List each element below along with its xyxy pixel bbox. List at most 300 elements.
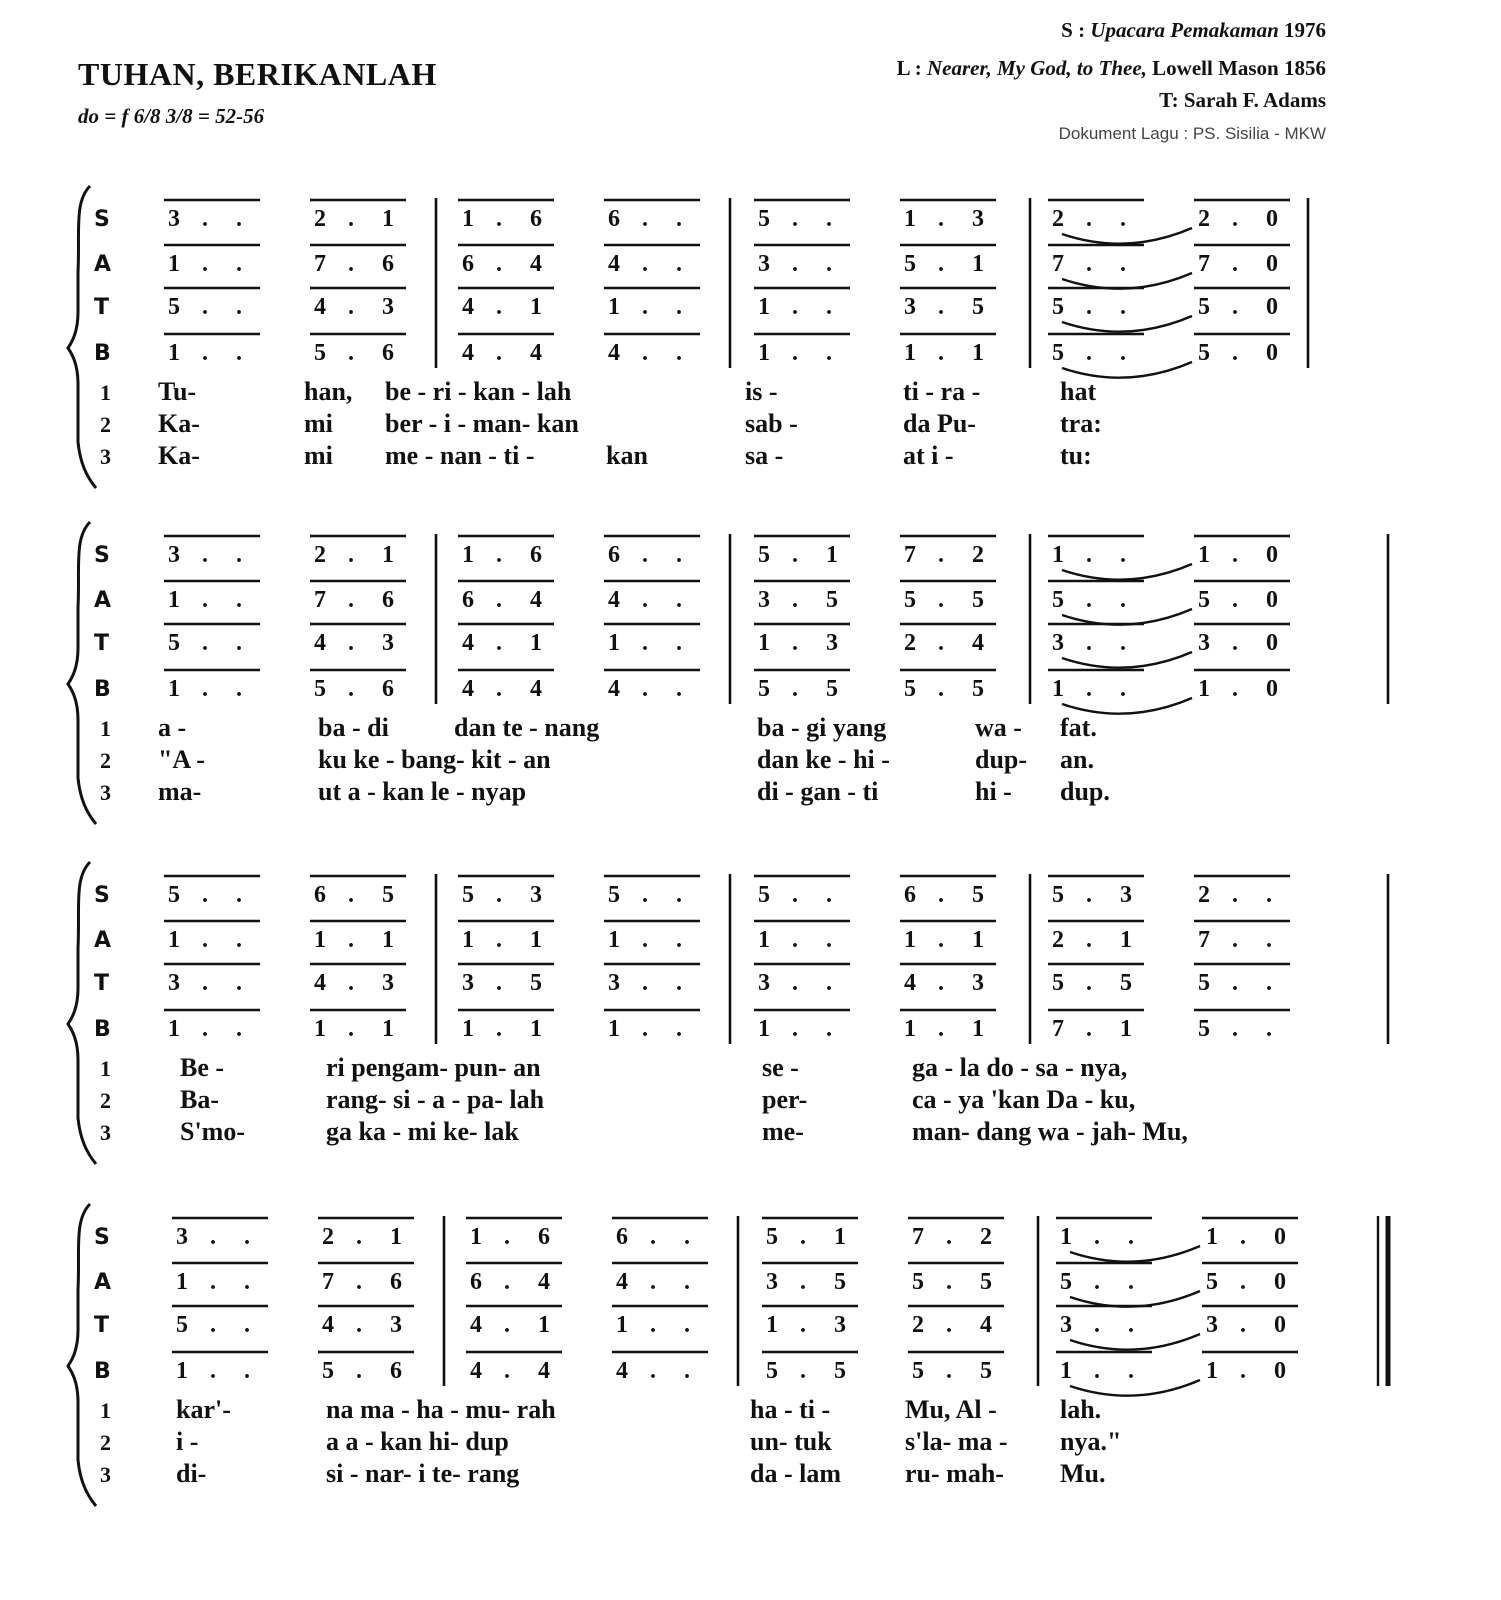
- voice-label-a: A: [94, 588, 112, 613]
- rest-dot: .: [1086, 882, 1092, 908]
- rest-dot: .: [348, 970, 354, 996]
- lyric-syllable: ha - ti -: [750, 1395, 831, 1424]
- rest-dot: .: [826, 340, 832, 366]
- note-number: 3: [1060, 1312, 1072, 1338]
- text-credit: T: Sarah F. Adams: [1159, 88, 1326, 112]
- verse-number: 3: [100, 1120, 111, 1145]
- note-number: 5: [972, 676, 984, 702]
- rest-dot: .: [938, 587, 944, 613]
- voice-label-a: A: [94, 928, 112, 953]
- note-number: 1: [758, 630, 770, 656]
- lyric-syllable: da Pu-: [903, 409, 976, 438]
- rest-dot: .: [202, 882, 208, 908]
- rest-dot: .: [676, 294, 682, 320]
- tie-arc: [1070, 1246, 1200, 1262]
- verse-number: 2: [100, 1088, 111, 1113]
- tie-arc: [1062, 273, 1192, 289]
- note-number: 1: [470, 1224, 482, 1250]
- note-number: 5: [766, 1224, 778, 1250]
- rest-dot: .: [1232, 294, 1238, 320]
- lyric-syllable: sab -: [745, 409, 798, 438]
- note-number: 3: [608, 970, 620, 996]
- note-number: 3: [382, 294, 394, 320]
- note-number: 0: [1266, 294, 1278, 320]
- lyric-syllable: na ma - ha - mu- rah: [326, 1395, 556, 1424]
- rest-dot: .: [1232, 882, 1238, 908]
- rest-dot: .: [236, 882, 242, 908]
- rest-dot: .: [244, 1224, 250, 1250]
- rest-dot: .: [642, 294, 648, 320]
- rest-dot: .: [202, 970, 208, 996]
- rest-dot: .: [800, 1358, 806, 1384]
- rest-dot: .: [1086, 340, 1092, 366]
- note-number: 2: [1198, 882, 1210, 908]
- lyric-syllable: ga ka - mi ke- lak: [326, 1117, 519, 1146]
- voice-label-s: S: [94, 207, 110, 232]
- rest-dot: .: [496, 1016, 502, 1042]
- rest-dot: .: [938, 676, 944, 702]
- rest-dot: .: [356, 1312, 362, 1338]
- lyric-syllable: a -: [158, 713, 187, 742]
- system-brace: [68, 186, 96, 488]
- note-number: 5: [1206, 1269, 1218, 1295]
- rest-dot: .: [496, 251, 502, 277]
- note-number: 6: [616, 1224, 628, 1250]
- lyric-syllable: ti - ra -: [903, 377, 981, 406]
- rest-dot: .: [1232, 251, 1238, 277]
- note-number: 1: [766, 1312, 778, 1338]
- note-number: 4: [616, 1358, 628, 1384]
- note-number: 5: [1052, 882, 1064, 908]
- note-number: 4: [462, 294, 474, 320]
- note-number: 5: [758, 542, 770, 568]
- note-number: 5: [972, 587, 984, 613]
- rest-dot: .: [496, 927, 502, 953]
- rest-dot: .: [938, 882, 944, 908]
- note-number: 1: [904, 340, 916, 366]
- rest-dot: .: [684, 1358, 690, 1384]
- rest-dot: .: [1232, 1016, 1238, 1042]
- note-number: 1: [608, 1016, 620, 1042]
- note-number: 5: [382, 882, 394, 908]
- note-number: 5: [1052, 970, 1064, 996]
- lyric-syllable: di - gan - ti: [757, 777, 879, 806]
- note-number: 4: [470, 1312, 482, 1338]
- note-number: 7: [904, 542, 916, 568]
- rest-dot: .: [1086, 542, 1092, 568]
- note-number: 5: [834, 1269, 846, 1295]
- note-number: 1: [758, 340, 770, 366]
- rest-dot: .: [792, 294, 798, 320]
- rest-dot: .: [826, 882, 832, 908]
- rest-dot: .: [792, 1016, 798, 1042]
- lyric-syllable: Tu-: [158, 377, 197, 406]
- rest-dot: .: [800, 1224, 806, 1250]
- lyric-syllable: per-: [762, 1085, 808, 1114]
- note-number: 5: [1052, 294, 1064, 320]
- note-number: 1: [758, 1016, 770, 1042]
- note-number: 6: [390, 1358, 402, 1384]
- rest-dot: .: [676, 542, 682, 568]
- rest-dot: .: [348, 676, 354, 702]
- rest-dot: .: [1086, 630, 1092, 656]
- note-number: 1: [1120, 927, 1132, 953]
- rest-dot: .: [642, 676, 648, 702]
- note-number: 4: [462, 630, 474, 656]
- rest-dot: .: [1232, 542, 1238, 568]
- rest-dot: .: [826, 970, 832, 996]
- note-number: 6: [390, 1269, 402, 1295]
- rest-dot: .: [1266, 970, 1272, 996]
- note-number: 3: [530, 882, 542, 908]
- note-number: 1: [462, 542, 474, 568]
- tie-arc: [1062, 362, 1192, 378]
- rest-dot: .: [1232, 970, 1238, 996]
- note-number: 6: [382, 340, 394, 366]
- note-number: 1: [608, 294, 620, 320]
- note-number: 5: [758, 206, 770, 232]
- rest-dot: .: [792, 676, 798, 702]
- rest-dot: .: [496, 676, 502, 702]
- note-number: 6: [462, 587, 474, 613]
- source-year: 1976: [1278, 18, 1326, 42]
- lyric-syllable: ma-: [158, 777, 202, 806]
- rest-dot: .: [684, 1269, 690, 1295]
- lyric-syllable: i -: [176, 1427, 199, 1456]
- rest-dot: .: [642, 1016, 648, 1042]
- rest-dot: .: [202, 340, 208, 366]
- rest-dot: .: [356, 1269, 362, 1295]
- note-number: 2: [904, 630, 916, 656]
- note-number: 3: [168, 206, 180, 232]
- note-number: 2: [1198, 206, 1210, 232]
- rest-dot: .: [642, 882, 648, 908]
- note-number: 0: [1266, 251, 1278, 277]
- note-number: 3: [1120, 882, 1132, 908]
- rest-dot: .: [504, 1224, 510, 1250]
- note-number: 1: [462, 206, 474, 232]
- note-number: 5: [1198, 587, 1210, 613]
- note-number: 6: [382, 251, 394, 277]
- note-number: 1: [168, 251, 180, 277]
- note-number: 3: [462, 970, 474, 996]
- rest-dot: .: [676, 251, 682, 277]
- rest-dot: .: [792, 882, 798, 908]
- note-number: 3: [834, 1312, 846, 1338]
- rest-dot: .: [202, 206, 208, 232]
- rest-dot: .: [1120, 340, 1126, 366]
- note-number: 0: [1266, 340, 1278, 366]
- rest-dot: .: [1240, 1224, 1246, 1250]
- rest-dot: .: [356, 1358, 362, 1384]
- note-number: 5: [980, 1358, 992, 1384]
- rest-dot: .: [946, 1224, 952, 1250]
- rest-dot: .: [826, 1016, 832, 1042]
- rest-dot: .: [800, 1312, 806, 1338]
- verse-number: 1: [100, 1398, 111, 1423]
- note-number: 2: [912, 1312, 924, 1338]
- note-number: 3: [758, 970, 770, 996]
- note-number: 6: [530, 206, 542, 232]
- note-number: 1: [382, 542, 394, 568]
- note-number: 1: [168, 340, 180, 366]
- note-number: 4: [530, 587, 542, 613]
- rest-dot: .: [210, 1269, 216, 1295]
- lyric-syllable: Be -: [180, 1053, 225, 1082]
- rest-dot: .: [1128, 1358, 1134, 1384]
- rest-dot: .: [236, 970, 242, 996]
- note-number: 1: [530, 1016, 542, 1042]
- lyric-syllable: at i -: [903, 441, 954, 470]
- rest-dot: .: [348, 882, 354, 908]
- rest-dot: .: [496, 294, 502, 320]
- rest-dot: .: [496, 542, 502, 568]
- rest-dot: .: [676, 1016, 682, 1042]
- lyric-syllable: man- dang wa - jah- Mu,: [912, 1117, 1188, 1146]
- note-number: 7: [912, 1224, 924, 1250]
- rest-dot: .: [792, 927, 798, 953]
- rest-dot: .: [348, 927, 354, 953]
- rest-dot: .: [348, 630, 354, 656]
- rest-dot: .: [1240, 1312, 1246, 1338]
- note-number: 4: [462, 676, 474, 702]
- lyric-syllable: dup-: [975, 745, 1028, 774]
- note-number: 5: [980, 1269, 992, 1295]
- note-number: 1: [972, 251, 984, 277]
- rest-dot: .: [684, 1312, 690, 1338]
- lyric-syllable: s'la- ma -: [905, 1427, 1008, 1456]
- rest-dot: .: [496, 970, 502, 996]
- note-number: 1: [1120, 1016, 1132, 1042]
- note-number: 3: [904, 294, 916, 320]
- lyric-syllable: di-: [176, 1459, 207, 1488]
- note-number: 5: [904, 676, 916, 702]
- note-number: 1: [1052, 676, 1064, 702]
- rest-dot: .: [1086, 587, 1092, 613]
- note-number: 5: [834, 1358, 846, 1384]
- lyric-syllable: ut a - kan le - nyap: [318, 777, 527, 806]
- note-number: 5: [608, 882, 620, 908]
- rest-dot: .: [1266, 927, 1272, 953]
- note-number: 4: [314, 630, 326, 656]
- rest-dot: .: [642, 251, 648, 277]
- note-number: 6: [462, 251, 474, 277]
- note-number: 3: [1198, 630, 1210, 656]
- rest-dot: .: [496, 587, 502, 613]
- rest-dot: .: [1086, 251, 1092, 277]
- note-number: 2: [1052, 206, 1064, 232]
- note-number: 1: [168, 587, 180, 613]
- tie-arc: [1070, 1334, 1200, 1350]
- note-number: 4: [462, 340, 474, 366]
- note-number: 5: [1198, 1016, 1210, 1042]
- rest-dot: .: [1232, 340, 1238, 366]
- rest-dot: .: [348, 340, 354, 366]
- song-title: TUHAN, BERIKANLAH: [78, 56, 437, 92]
- note-number: 1: [176, 1358, 188, 1384]
- note-number: 1: [1052, 542, 1064, 568]
- lyric-syllable: a a - kan hi- dup: [326, 1427, 509, 1456]
- rest-dot: .: [1232, 927, 1238, 953]
- rest-dot: .: [1232, 206, 1238, 232]
- voice-label-s: S: [94, 1225, 110, 1250]
- note-number: 0: [1274, 1312, 1286, 1338]
- rest-dot: .: [1086, 1016, 1092, 1042]
- note-number: 4: [972, 630, 984, 656]
- lyric-syllable: S'mo-: [180, 1117, 245, 1146]
- melody-value: Nearer, My God, to Thee,: [927, 56, 1147, 80]
- note-number: 1: [314, 1016, 326, 1042]
- rest-dot: .: [642, 927, 648, 953]
- note-number: 1: [390, 1224, 402, 1250]
- rest-dot: .: [1120, 294, 1126, 320]
- rest-dot: .: [938, 294, 944, 320]
- rest-dot: .: [1266, 1016, 1272, 1042]
- note-number: 6: [530, 542, 542, 568]
- lyric-syllable: mi: [304, 441, 333, 470]
- rest-dot: .: [202, 676, 208, 702]
- note-number: 7: [1052, 251, 1064, 277]
- note-number: 1: [168, 927, 180, 953]
- note-number: 3: [1052, 630, 1064, 656]
- voice-label-s: S: [94, 543, 110, 568]
- lyric-syllable: dan te - nang: [454, 713, 600, 742]
- note-number: 4: [608, 587, 620, 613]
- verse-number: 3: [100, 1462, 111, 1487]
- rest-dot: .: [236, 1016, 242, 1042]
- note-number: 3: [168, 970, 180, 996]
- rest-dot: .: [244, 1269, 250, 1295]
- note-number: 3: [766, 1269, 778, 1295]
- lyric-syllable: Mu.: [1060, 1459, 1106, 1488]
- note-number: 4: [470, 1358, 482, 1384]
- lyric-syllable: an.: [1060, 745, 1094, 774]
- note-number: 0: [1266, 630, 1278, 656]
- note-number: 1: [538, 1312, 550, 1338]
- rest-dot: .: [1120, 676, 1126, 702]
- note-number: 2: [980, 1224, 992, 1250]
- note-number: 5: [168, 882, 180, 908]
- rest-dot: .: [1086, 970, 1092, 996]
- lyric-syllable: da - lam: [750, 1459, 841, 1488]
- note-number: 6: [608, 206, 620, 232]
- lyric-syllable: ba - di: [318, 713, 389, 742]
- lyric-syllable: Ka-: [158, 441, 200, 470]
- rest-dot: .: [826, 251, 832, 277]
- rest-dot: .: [496, 882, 502, 908]
- note-number: 5: [1198, 294, 1210, 320]
- note-number: 4: [904, 970, 916, 996]
- note-number: 3: [168, 542, 180, 568]
- rest-dot: .: [676, 676, 682, 702]
- rest-dot: .: [938, 1016, 944, 1042]
- rest-dot: .: [642, 340, 648, 366]
- note-number: 5: [912, 1358, 924, 1384]
- note-number: 1: [530, 927, 542, 953]
- lyric-syllable: ri pengam- pun- an: [326, 1053, 541, 1082]
- tie-arc: [1062, 698, 1192, 714]
- rest-dot: .: [1094, 1269, 1100, 1295]
- note-number: 7: [314, 587, 326, 613]
- note-number: 5: [912, 1269, 924, 1295]
- rest-dot: .: [202, 542, 208, 568]
- note-number: 6: [314, 882, 326, 908]
- note-number: 7: [1198, 251, 1210, 277]
- note-number: 0: [1266, 587, 1278, 613]
- note-number: 0: [1266, 676, 1278, 702]
- note-number: 2: [972, 542, 984, 568]
- rest-dot: .: [236, 927, 242, 953]
- rest-dot: .: [210, 1312, 216, 1338]
- note-number: 3: [382, 970, 394, 996]
- rest-dot: .: [1086, 927, 1092, 953]
- rest-dot: .: [1120, 251, 1126, 277]
- lyric-syllable: wa -: [975, 713, 1022, 742]
- note-number: 1: [608, 927, 620, 953]
- rest-dot: .: [1086, 206, 1092, 232]
- note-number: 1: [904, 1016, 916, 1042]
- note-number: 4: [322, 1312, 334, 1338]
- voice-label-t: T: [94, 631, 110, 656]
- rest-dot: .: [236, 206, 242, 232]
- lyric-syllable: si - nar- i te- rang: [326, 1459, 520, 1488]
- rest-dot: .: [938, 206, 944, 232]
- note-number: 4: [616, 1269, 628, 1295]
- note-number: 1: [1198, 676, 1210, 702]
- rest-dot: .: [676, 587, 682, 613]
- verse-number: 1: [100, 380, 111, 405]
- note-number: 4: [530, 340, 542, 366]
- note-number: 5: [826, 587, 838, 613]
- lyric-syllable: fat.: [1060, 713, 1097, 742]
- rest-dot: .: [496, 206, 502, 232]
- rest-dot: .: [1120, 587, 1126, 613]
- note-number: 0: [1274, 1269, 1286, 1295]
- rest-dot: .: [504, 1358, 510, 1384]
- note-number: 0: [1266, 542, 1278, 568]
- rest-dot: .: [348, 206, 354, 232]
- rest-dot: .: [938, 340, 944, 366]
- system-brace: [68, 522, 96, 824]
- note-number: 1: [1206, 1224, 1218, 1250]
- note-number: 3: [972, 970, 984, 996]
- lyric-syllable: hi -: [975, 777, 1012, 806]
- note-number: 4: [538, 1358, 550, 1384]
- rest-dot: .: [244, 1358, 250, 1384]
- note-number: 1: [1060, 1224, 1072, 1250]
- note-number: 4: [608, 251, 620, 277]
- note-number: 1: [382, 927, 394, 953]
- note-number: 5: [1060, 1269, 1072, 1295]
- lyric-syllable: me-: [762, 1117, 804, 1146]
- note-number: 1: [1060, 1358, 1072, 1384]
- note-number: 1: [972, 340, 984, 366]
- note-number: 1: [176, 1269, 188, 1295]
- note-number: 5: [176, 1312, 188, 1338]
- verse-number: 3: [100, 780, 111, 805]
- voice-label-s: S: [94, 883, 110, 908]
- lyric-syllable: sa -: [745, 441, 784, 470]
- note-number: 1: [608, 630, 620, 656]
- note-number: 1: [1198, 542, 1210, 568]
- note-number: 4: [538, 1269, 550, 1295]
- note-number: 3: [758, 587, 770, 613]
- rest-dot: .: [826, 927, 832, 953]
- rest-dot: .: [202, 630, 208, 656]
- voice-label-a: A: [94, 1270, 112, 1295]
- rest-dot: .: [1128, 1269, 1134, 1295]
- note-number: 1: [758, 294, 770, 320]
